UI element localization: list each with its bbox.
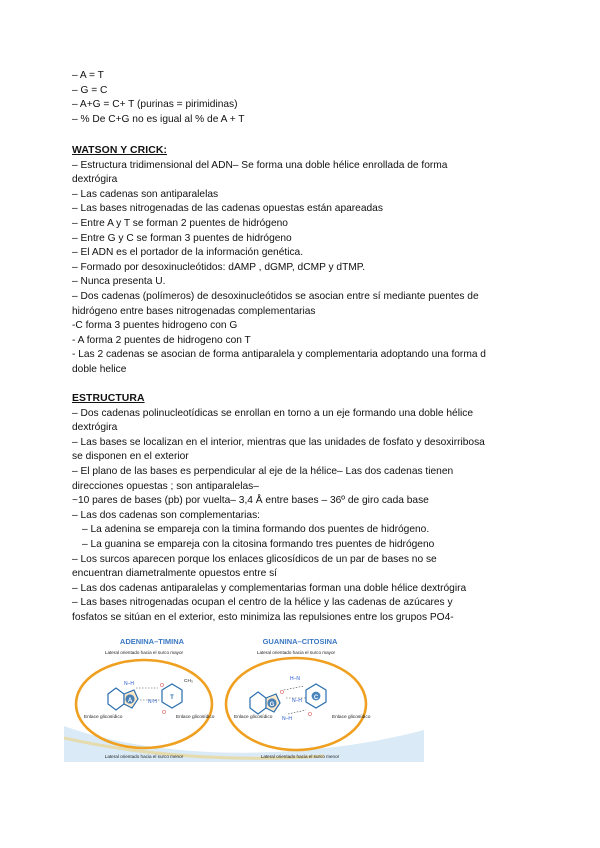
rule-line: – % De C+G no es igual al % de A + T: [72, 113, 245, 125]
glycosidic-bond-label-right: Enlace glicosídico: [176, 715, 215, 720]
minor-groove-note-gc: Lateral orientado hacia el surco menor: [260, 754, 340, 759]
ellipse-outline-at: [76, 660, 212, 748]
atom-label: N–H: [292, 698, 303, 704]
text-line: – Las bases se localizan en el interior, mientras que las unidades de fosfato y desoxirribosa: [72, 436, 485, 448]
major-groove-note-at: Lateral orientado hacia el surco mayor: [104, 650, 184, 655]
text-line: dextrógira: [72, 174, 118, 186]
figure-title-at: ADENINA–TIMINA: [119, 637, 185, 646]
text-line: – Entre A y T se forman 2 puentes de hidrógeno: [72, 217, 288, 229]
ellipse-outline-gc: [226, 658, 366, 750]
atom-label: O: [160, 683, 164, 689]
text-line: – Las cadenas son antiparalelas: [72, 188, 219, 200]
text-line: – Las dos cadenas son complementarias:: [72, 509, 261, 521]
section-heading-watson-crick: WATSON Y CRICK:: [72, 145, 168, 156]
watson-crick-section: [72, 144, 532, 378]
base-pair-figure: [64, 630, 424, 762]
hydrogen-bond: [284, 686, 304, 690]
text-line: - A forma 2 puentes de hidrogeno con T: [72, 334, 251, 346]
rule-line: – A+G = C+ T (purinas = pirimidinas): [72, 99, 238, 111]
text-line: hidrógeno entre bases nitrogenadas complementarias: [72, 305, 316, 317]
text-line: – Los surcos aparecen porque los enlaces glicosídicos de un par de bases no se: [72, 553, 437, 565]
guanine-ring-6: [250, 692, 266, 714]
text-line: – Dos cadenas polinucleotídicas se enrollan en torno a un eje formando una doble hélice: [72, 407, 473, 419]
text-line: encuentran diametralmente opuestos entre sí: [72, 568, 278, 580]
base-pairing-rules: [72, 69, 532, 127]
text-line: – La guanina se empareja con la citosina formando tres puentes de hidrógeno: [82, 538, 435, 550]
text-line: – Formado por desoxinucleótidos: dAMP , dGMP, dCMP y dTMP.: [72, 261, 366, 273]
text-line: doble helice: [72, 363, 127, 375]
thymine-label: T: [170, 695, 174, 701]
text-line: – Las bases nitrogenadas ocupan el centro de la hélice y las cadenas de azúcares y: [72, 597, 453, 609]
text-line: – Entre G y C se forman 3 puentes de hidrógeno: [72, 232, 292, 244]
text-line: fosfatos se sitúan en el exterior, esto minimiza las repulsiones entre los grupos PO4-: [72, 611, 454, 623]
atom-label: H–N: [290, 676, 301, 682]
text-line: – La adenina se empareja con la timina formando dos puentes de hidrógeno.: [82, 524, 430, 536]
text-line: ~10 pares de bases (pb) por vuelta– 3,4 Å entre bases – 36º de giro cada base: [72, 495, 429, 507]
atom-label: O: [280, 690, 284, 696]
text-line: se disponen en el exterior: [72, 451, 189, 463]
atom-label: O: [308, 712, 312, 718]
text-line: – Dos cadenas (polímeros) de desoxinucleótidos se asocian entre sí mediante puentes de: [72, 290, 479, 302]
text-line: – El ADN es el portador de la información genética.: [72, 247, 304, 259]
rule-line: – G = C: [72, 84, 108, 96]
atom-label: O: [162, 710, 166, 716]
text-line: – Las bases nitrogenadas de las cadenas opuestas están apareadas: [72, 203, 383, 215]
section-heading-estructura: ESTRUCTURA: [72, 393, 145, 404]
rule-line: – A = T: [72, 70, 104, 81]
text-line: - Las 2 cadenas se asocian de forma antiparalela y complementaria adoptando una forma d: [72, 349, 486, 361]
text-line: – Estructura tridimensional del ADN– Se forma una doble hélice enrollada de forma: [72, 159, 448, 171]
text-line: – El plano de las bases es perpendicular al eje de la hélice– Las dos cadenas tienen: [72, 465, 454, 477]
atom-label: N·H: [148, 699, 157, 705]
adenine-label: A: [127, 698, 133, 704]
glycosidic-bond-label-right: Enlace glicosídico: [332, 715, 371, 720]
glycosidic-bond-label-left: Enlace glicosídico: [234, 715, 273, 720]
text-line: dextrógira: [72, 422, 118, 434]
estructura-section: [72, 392, 532, 626]
figure-title-gc: GUANINA–CITOSINA: [262, 637, 338, 646]
hydrogen-bond: [288, 710, 306, 714]
text-line: direcciones opuestas ; son antiparalelas–: [72, 480, 259, 492]
atom-label: N–H: [124, 681, 135, 687]
text-line: – Las dos cadenas antiparalelas y complementarias forman una doble hélice dextrógira: [72, 582, 467, 594]
methyl-label: CH₃: [184, 679, 193, 684]
guanine-cytosine-pair: [226, 637, 371, 759]
text-line: – Nunca presenta U.: [72, 276, 166, 288]
minor-groove-note-at: Lateral orientado hacia el surco menor: [104, 754, 184, 759]
cytosine-label: C: [313, 695, 319, 701]
adenine-ring-6: [108, 688, 124, 710]
guanine-label: G: [269, 702, 275, 708]
glycosidic-bond-label-left: Enlace glicosídico: [84, 715, 123, 720]
atom-label: N–H: [282, 716, 293, 722]
text-line: -C forma 3 puentes hidrogeno con G: [72, 320, 238, 332]
major-groove-note-gc: Lateral orientado hacia el surco mayor: [256, 650, 336, 655]
